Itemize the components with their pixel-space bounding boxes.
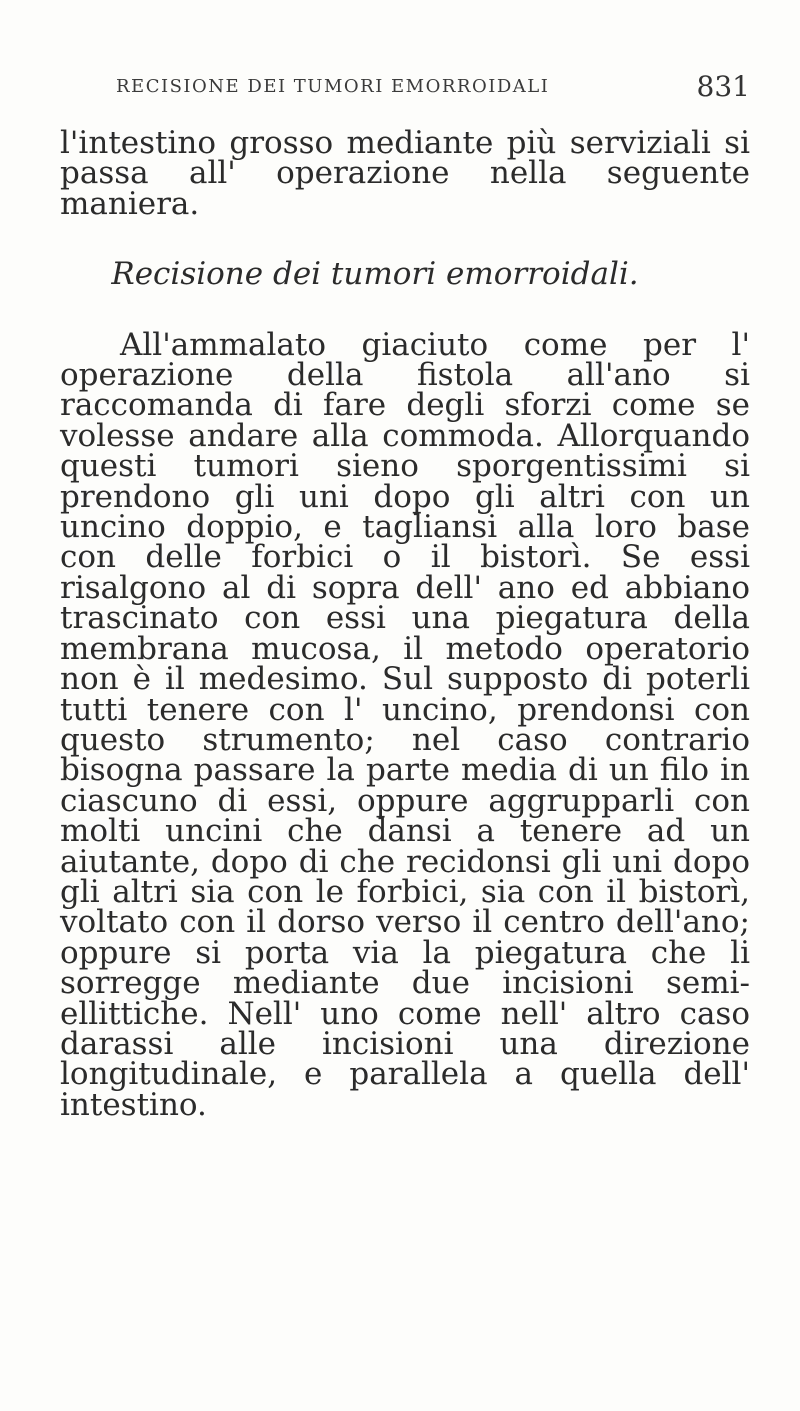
body-text <box>60 125 750 1123</box>
paragraph-procedure: All'ammalato giaciuto come per l' operazione della fistola all'ano si raccomanda di fare degli sforzi come se volesse andare alla commoda. Allorquando questi tumori sieno sporgentissimi si prendono gli uni dopo gli altri con un uncino doppio, e tagliansi alla loro base con delle forbici o il bistorì. Se essi risalgono al di sopra dell' ano ed abbiano trascinato con essi una piegatura della membrana mucosa, il metodo operatorio non è il medesimo. Sul supposto di poterli tutti tenere con l' uncino, prendonsi con questo strumento; nel caso contrario bisogna passare la parte media di un filo in ciascuno di essi, oppure aggrupparli con molti uncini che dansi a tenere ad un aiutante, dopo di che recidonsi gli uni dopo gli altri sia con le forbici, sia con il bistorì, voltato con il dorso verso il centro dell'ano; oppure si porta via la piegatura che li sorregge mediante due incisioni semi-ellittiche. Nell' uno come nell' altro caso darassi alle incisioni una direzione longitudinale, e parallela a quella dell' intestino. <box>60 326 750 1123</box>
page-number: 831 <box>696 70 750 103</box>
running-title: RECISIONE DEI TUMORI EMORROIDALI <box>116 76 550 97</box>
running-head <box>116 68 750 108</box>
paragraph-continuation: l'intestino grosso mediante più serviziali si passa all' operazione nella seguente maniera. <box>60 125 750 222</box>
section-heading: Recisione dei tumori emorroidali. <box>111 256 639 293</box>
